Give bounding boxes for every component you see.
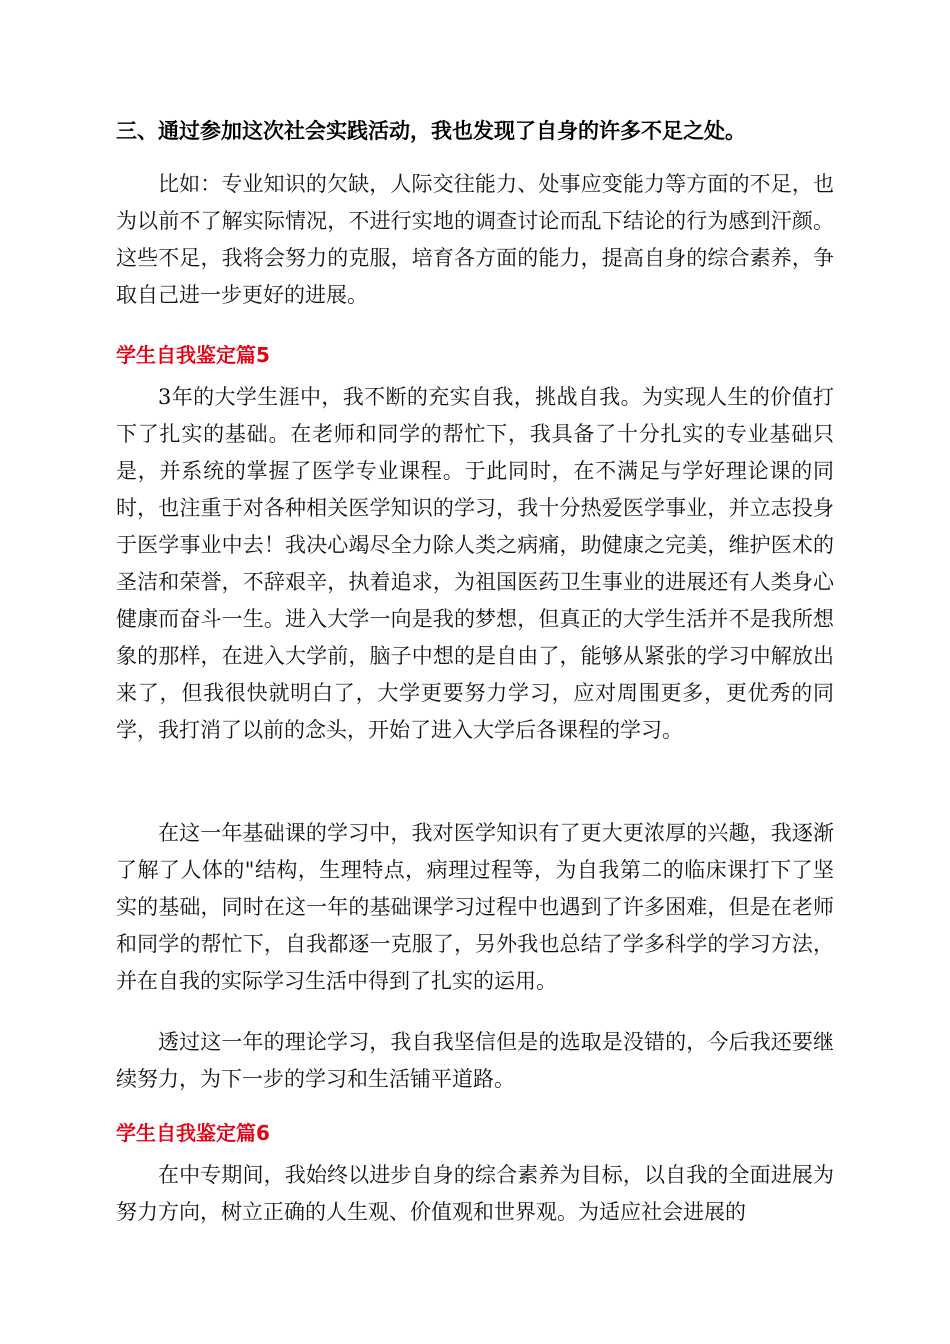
paragraph-section5-1: 3年的大学生涯中，我不断的充实自我，挑战自我。为实现人生的价值打下了扎实的基础。在老师和同学的帮忙下，我具备了十分扎实的专业基础只是，并系统的掌握了医学专业课程。于此同时，在不满足与学好理论课的同时，也注重于对各种相关医学知识的学习，我十分热爱医学事业，并立志投身于医学事业中去！我决心竭尽全力除人类之病痛，助健康之完美，维护医术的圣洁和荣誉，不辞艰辛，执着追求，为祖国医药卫生事业的进展还有人类身心健康而奋斗一生。进入大学一向是我的梦想，但真正的大学生活并不是我所想象的那样，在进入大学前，脑子中想的是自由了，能够从紧张的学习中解放出来了，但我很快就明白了，大学更要努力学习，应对周围更多，更优秀的同学，我打消了以前的念头，开始了进入大学后各课程的学习。 xyxy=(116,385,834,742)
section-title-6: 学生自我鉴定篇6 xyxy=(116,1121,270,1145)
section-title-5: 学生自我鉴定篇5 xyxy=(116,343,270,367)
section-heading-shortcomings: 三、通过参加这次社会实践活动，我也发现了自身的许多不足之处。 xyxy=(116,119,746,143)
paragraph-section5-2: 在这一年基础课的学习中，我对医学知识有了更大更浓厚的兴趣，我逐渐了解了人体的"结构，生理特点，病理过程等，为自我第二的临床课打下了坚实的基础，同时在这一年的基础课学习过程中也遇到了许多困难，但是在老师和同学的帮忙下，自我都逐一克服了，另外我也总结了学多科学的学习方法，并在自我的实际学习生活中得到了扎实的运用。 xyxy=(116,821,834,993)
paragraph-section5-3: 透过这一年的理论学习，我自我坚信但是的选取是没错的，今后我还要继续努力，为下一步的学习和生活铺平道路。 xyxy=(116,1030,834,1091)
paragraph-section6-1: 在中专期间，我始终以进步自身的综合素养为目标，以自我的全面进展为努力方向，树立正确的人生观、价值观和世界观。为适应社会进展的 xyxy=(116,1163,834,1224)
paragraph-shortcomings: 比如：专业知识的欠缺，人际交往能力、处事应变能力等方面的不足，也为以前不了解实际情况，不进行实地的调查讨论而乱下结论的行为感到汗颜。这些不足，我将会努力的克服，培育各方面的能力，提高自身的综合素养，争取自己进一步更好的进展。 xyxy=(116,172,834,307)
